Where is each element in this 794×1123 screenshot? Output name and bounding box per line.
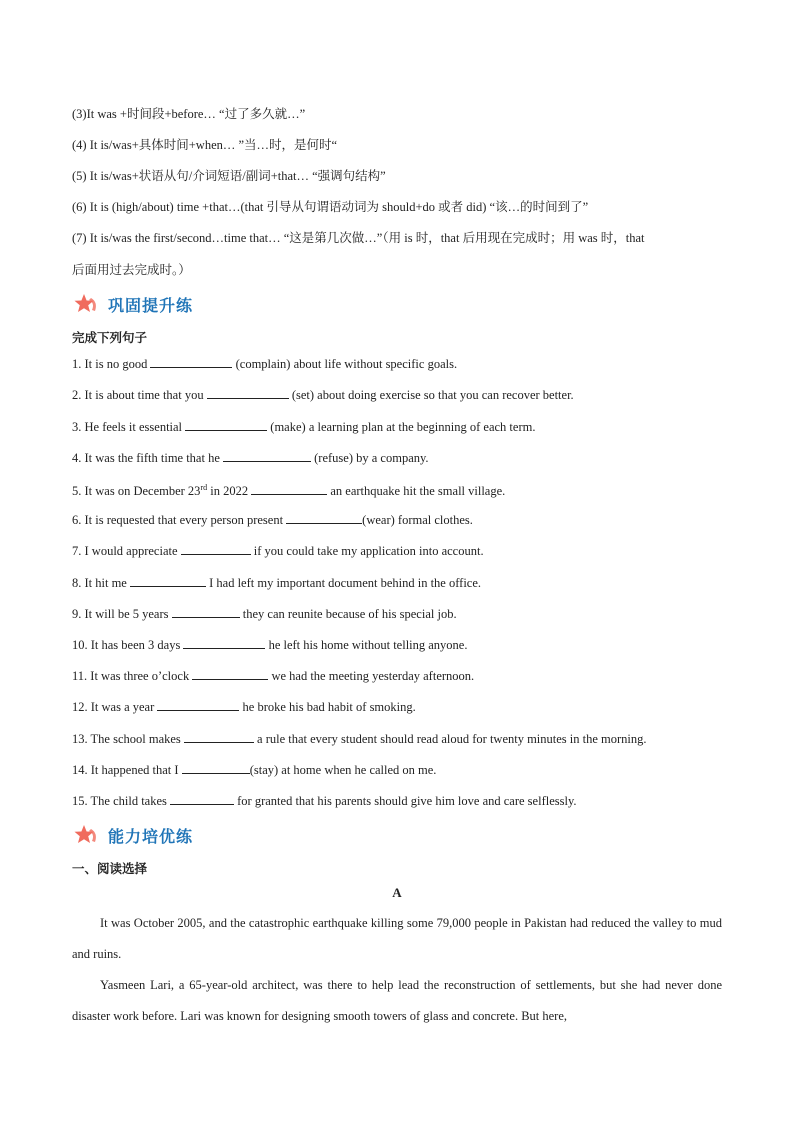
answer-blank[interactable]: [150, 355, 232, 368]
note-line-7: (7) It is/was the first/second…time that… “这是第几次做…”（用 is 时，that 后用现在完成时；用 was 时，that: [72, 231, 645, 245]
answer-blank[interactable]: [184, 730, 254, 743]
answer-blank[interactable]: [182, 761, 250, 774]
answer-blank[interactable]: [170, 792, 234, 805]
answer-blank[interactable]: [185, 418, 267, 431]
exercise-item: 7. I would appreciate if you could take my application into account.: [72, 544, 484, 558]
exercise-item: 3. He feels it essential (make) a learning plan at the beginning of each term.: [72, 420, 536, 434]
answer-blank[interactable]: [157, 698, 239, 711]
section-header-consolidate: [74, 292, 193, 316]
answer-blank[interactable]: [183, 636, 265, 649]
star-icon: [74, 824, 100, 846]
note-line-5: (5) It is/was+状语从句/介词短语/副词+that… “强调句结构”: [72, 169, 386, 183]
answer-blank[interactable]: [130, 574, 206, 587]
exercise-item: 4. It was the fifth time that he (refuse) by a company.: [72, 451, 429, 465]
note-line-6: (6) It is (high/about) time +that…(that 引导从句谓语动词为 should+do 或者 did) “该…的时间到了”: [72, 200, 589, 214]
passage-letter: A: [392, 885, 402, 900]
reading-section-label: 一、阅读选择: [72, 861, 148, 876]
answer-blank[interactable]: [181, 542, 251, 555]
answer-blank[interactable]: [286, 511, 362, 524]
exercise-item: 11. It was three o’clock we had the meeting yesterday afternoon.: [72, 669, 475, 683]
passage-paragraph-2: Yasmeen Lari, a 65-year-old architect, was there to help lead the reconstruction of settlements, but she had never done disaster work before. Lari was known for designing smooth towers of glass and concrete. But here,: [72, 978, 722, 1023]
note-line-3: (3)It was +时间段+before… “过了多久就…”: [72, 107, 306, 121]
exercise-instruction: 完成下列句子: [72, 330, 148, 345]
note-line-7-cont: 后面用过去完成时。）: [72, 263, 191, 277]
section-title: 巩固提升练: [108, 295, 194, 315]
exercise-item: 5. It was on December 23rd in 2022 an earthquake hit the small village.: [72, 483, 506, 499]
exercise-item: 2. It is about time that you (set) about doing exercise so that you can recover better.: [72, 388, 574, 402]
answer-blank[interactable]: [172, 605, 240, 618]
exercise-item: 13. The school makes a rule that every student should read aloud for twenty minutes in the morning.: [72, 732, 647, 746]
answer-blank[interactable]: [223, 449, 311, 462]
passage-paragraph-1: It was October 2005, and the catastrophic earthquake killing some 79,000 people in Pakistan had reduced the valley to mud and ruins.: [72, 916, 722, 961]
exercise-item: 10. It has been 3 days he left his home without telling anyone.: [72, 638, 468, 652]
star-icon: [74, 293, 100, 315]
answer-blank[interactable]: [192, 667, 268, 680]
exercise-item: 1. It is no good (complain) about life without specific goals.: [72, 357, 458, 371]
exercise-item: 9. It will be 5 years they can reunite because of his special job.: [72, 607, 457, 621]
note-line-4: (4) It is/was+具体时间+when… ”当…时，是何时“: [72, 138, 338, 152]
exercise-item: 12. It was a year he broke his bad habit of smoking.: [72, 700, 416, 714]
exercise-item: 15. The child takes for granted that his parents should give him love and care selflessly.: [72, 794, 577, 808]
exercise-item: 8. It hit me I had left my important document behind in the office.: [72, 576, 482, 590]
section-header-ability: [74, 823, 193, 847]
section-title: 能力培优练: [108, 826, 194, 846]
answer-blank[interactable]: [251, 482, 327, 495]
answer-blank[interactable]: [207, 386, 289, 399]
exercise-item: 14. It happened that I (stay) at home when he called on me.: [72, 763, 437, 777]
exercise-item: 6. It is requested that every person present (wear) formal clothes.: [72, 513, 473, 527]
